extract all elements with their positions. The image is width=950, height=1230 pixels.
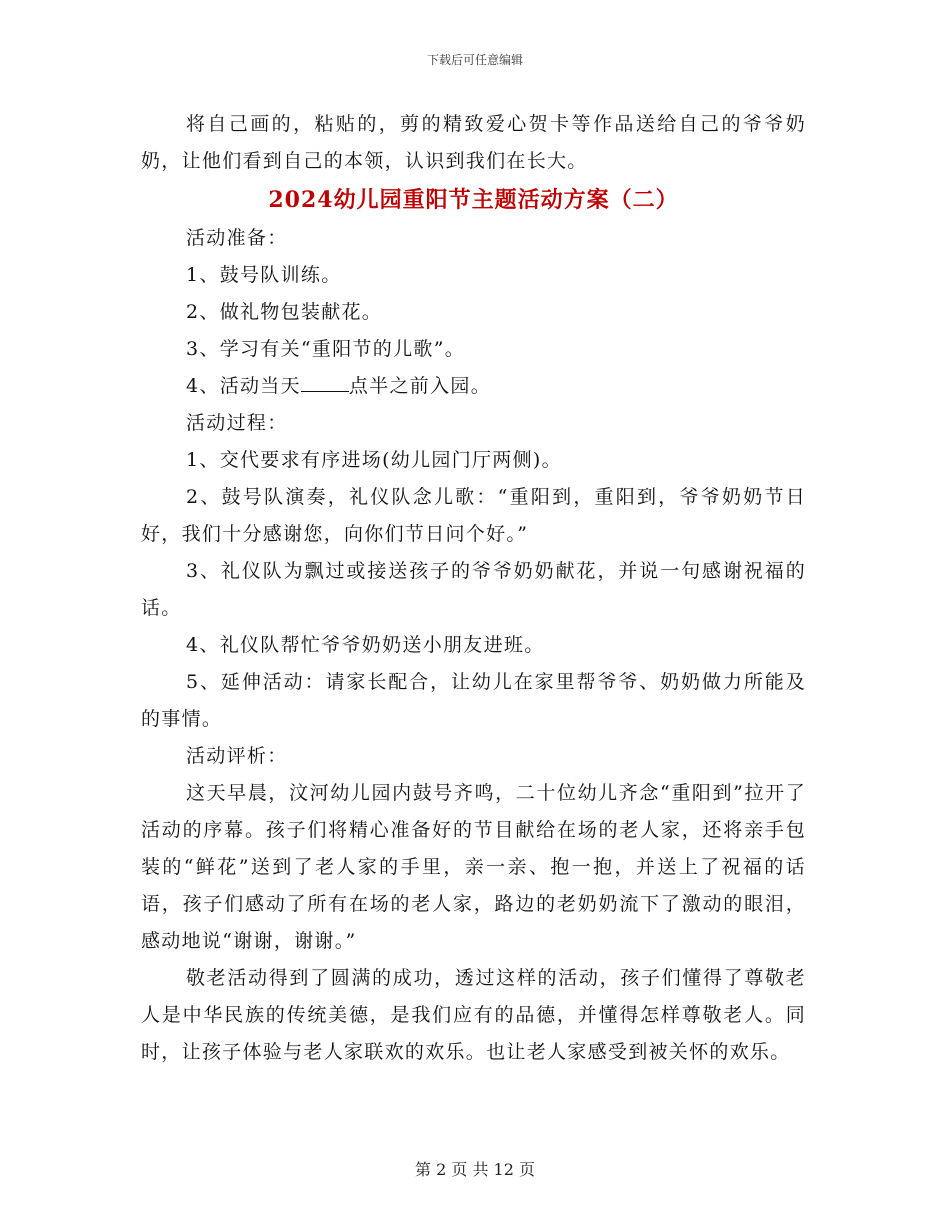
preparation-item-4-after: 点半之前入园。 [348,375,491,397]
preparation-item-2: 2、做礼物包装献花。 [186,301,383,323]
evaluation-paragraph-2: 敬老活动得到了圆满的成功，透过这样的活动，孩子们懂得了尊敬老人是中华民族的传统美德，是我们应有的品德，并懂得怎样尊敬老人。同时，让孩子体验与老人家联欢的欢乐。也让老人家感受到被关怀的欢乐。 [141,967,806,1063]
preparation-item-1: 1、鼓号队训练。 [186,264,342,286]
evaluation-heading: 活动评析： [186,745,288,767]
intro-paragraph: 将自己画的，粘贴的，剪的精致爱心贺卡等作品送给自己的爷爷奶奶，让他们看到自己的本领，认识到我们在长大。 [141,113,806,172]
page-footer: 第 2 页 共 12 页 [415,1160,535,1179]
document-body [141,106,806,1071]
process-item-1: 1、交代要求有序进场(幼儿园门厅两侧)。 [186,449,562,471]
process-item-2: 2、鼓号队演奏，礼仪队念儿歌：“重阳到，重阳到，爷爷奶奶节日好，我们十分感谢您，向你们节日问个好。” [141,486,806,545]
process-item-5: 5、延伸活动：请家长配合，让幼儿在家里帮爷爷、奶奶做力所能及的事情。 [141,671,806,730]
section-title: 2024幼儿园重阳节主题活动方案（二） [268,187,679,213]
fill-in-blank [301,373,349,392]
process-heading: 活动过程： [186,412,288,434]
preparation-item-3: 3、学习有关“重阳节的儿歌”。 [186,338,466,360]
process-item-4: 4、礼仪队帮忙爷爷奶奶送小朋友进班。 [186,634,545,656]
page-header: 下载后可任意编辑 [426,53,523,67]
preparation-heading: 活动准备： [186,227,288,249]
preparation-item-4 [141,368,806,405]
process-item-3: 3、礼仪队为飘过或接送孩子的爷爷奶奶献花，并说一句感谢祝福的话。 [141,560,806,619]
evaluation-paragraph-1: 这天早晨，汶河幼儿园内鼓号齐鸣，二十位幼儿齐念“重阳到”拉开了活动的序幕。孩子们将精心准备好的节目献给在场的老人家，还将亲手包装的“鲜花”送到了老人家的手里，亲一亲、抱一抱，并送上了祝福的话语，孩子们感动了所有在场的老人家，路边的老奶奶流下了激动的眼泪，感动地说“谢谢，谢谢。” [141,782,806,952]
preparation-item-4-before: 4、活动当天 [186,375,301,397]
